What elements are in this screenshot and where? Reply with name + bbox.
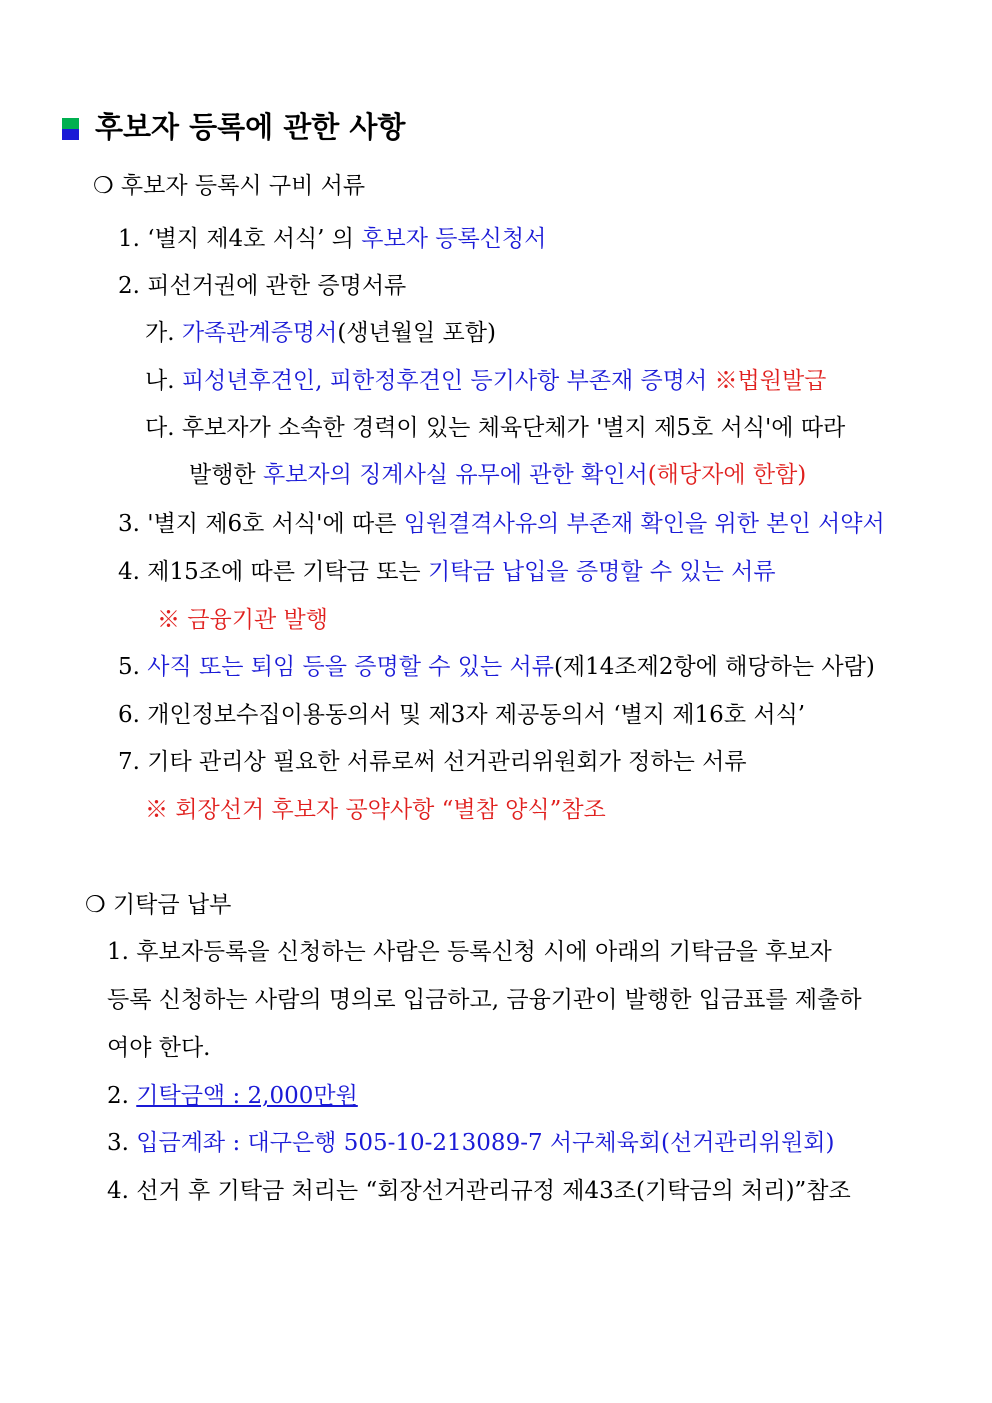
deposit-item-3: 3. 입금계좌 : 대구은행 505-10-213089-7 서구체육회(선거관리위원회): [107, 1130, 835, 1156]
deposit-item-1-line2: 등록 신청하는 사람의 명의로 입금하고, 금융기관이 발행한 입금표를 제출하: [107, 987, 862, 1013]
docs-item-2-na: 나. 피성년후견인, 피한정후견인 등기사항 부존재 증명서 ※법원발급: [145, 368, 827, 394]
docs-item-2-da-line2: 발행한 후보자의 징계사실 유무에 관한 확인서(해당자에 한함): [189, 462, 807, 488]
docs-item-4: 4. 제15조에 따른 기탁금 또는 기탁금 납입을 증명할 수 있는 서류: [118, 559, 776, 585]
docs-item-7-note: ※ 회장선거 후보자 공약사항 “별참 양식”참조: [145, 797, 606, 823]
section-bullet-icon: [62, 118, 79, 140]
docs-item-7: 7. 기타 관리상 필요한 서류로써 선거관리위원회가 정하는 서류: [118, 749, 747, 775]
docs-item-3: 3. '별지 제6호 서식'에 따른 임원결격사유의 부존재 확인을 위한 본인 서약서: [118, 511, 885, 537]
docs-item-6: 6. 개인정보수집이용동의서 및 제3자 제공동의서 ‘별지 제16호 서식’: [118, 702, 806, 728]
deposit-item-4: 4. 선거 후 기탁금 처리는 “회장선거관리규정 제43조(기탁금의 처리)”참조: [107, 1178, 851, 1204]
docs-item-5: 5. 사직 또는 퇴임 등을 증명할 수 있는 서류(제14조제2항에 해당하는 사람): [118, 654, 875, 680]
deposit-item-1-line1: 1. 후보자등록을 신청하는 사람은 등록신청 시에 아래의 기탁금을 후보자: [107, 939, 832, 965]
docs-item-4-note: ※ 금융기관 발행: [157, 607, 328, 633]
deposit-heading: ❍ 기탁금 납부: [85, 892, 232, 918]
docs-item-2-ga: 가. 가족관계증명서(생년월일 포함): [145, 320, 496, 346]
section-title: 후보자 등록에 관한 사항: [95, 110, 406, 144]
docs-item-2: 2. 피선거권에 관한 증명서류: [118, 273, 407, 299]
deposit-item-2: 2. 기탁금액 : 2,000만원: [107, 1083, 358, 1109]
docs-item-1: 1. ‘별지 제4호 서식’ 의 후보자 등록신청서: [118, 226, 547, 252]
deposit-item-1-line3: 여야 한다.: [107, 1035, 211, 1061]
docs-item-2-da-line1: 다. 후보자가 소속한 경력이 있는 체육단체가 '별지 제5호 서식'에 따라: [145, 415, 846, 441]
docs-heading: ❍ 후보자 등록시 구비 서류: [93, 173, 366, 199]
